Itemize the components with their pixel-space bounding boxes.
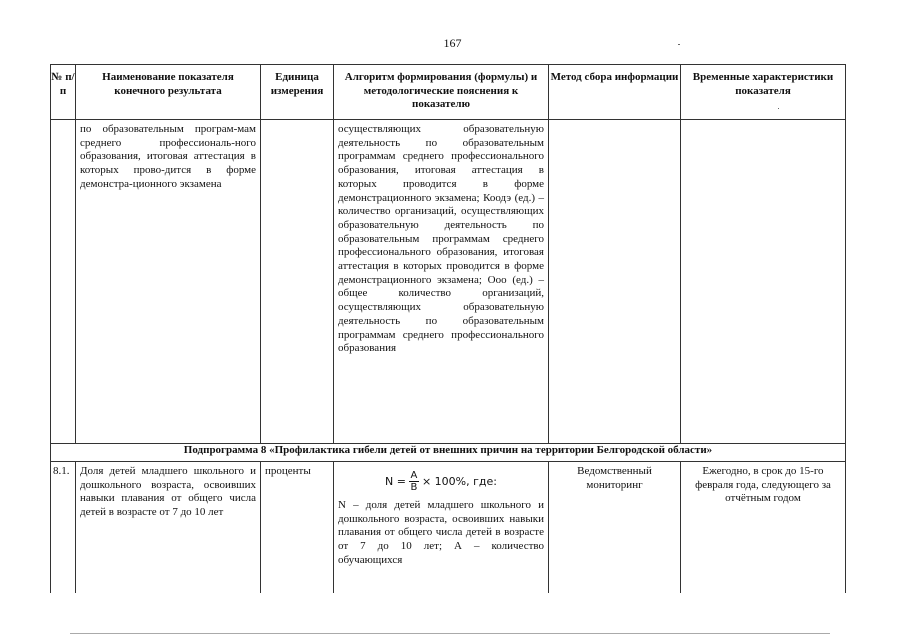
row81-unit-text: проценты	[265, 465, 311, 477]
cont-time-cell	[681, 120, 846, 444]
formula-denominator: B	[410, 482, 418, 493]
formula-right: × 100%, где:	[421, 474, 497, 488]
formula-fraction	[409, 470, 419, 493]
header-method: Метод сбора информации	[549, 65, 681, 120]
formula	[334, 470, 548, 493]
header-unit: Единица измерения	[261, 65, 334, 120]
header-time: Временные характеристики показателя	[681, 65, 846, 120]
row81-num: 8.1.	[53, 465, 70, 477]
cont-unit-cell	[261, 120, 334, 444]
cont-name-cell	[76, 120, 261, 444]
row81-unit-cell	[261, 462, 334, 594]
formula-numerator: A	[410, 470, 418, 481]
row81-algorithm-text: N – доля детей младшего школьного и дошкольного возраста, освоивших навыки плавания от общего числа детей в возрасте от 7 до 10 лет; А – количество обучающихся	[338, 499, 544, 566]
subprogram-row	[51, 444, 846, 462]
scan-speck	[678, 44, 680, 45]
table-row	[51, 120, 846, 444]
row81-time-text: Ежегодно, в срок до 15-го февраля года, следующего за отчётным годом	[695, 465, 831, 505]
cont-num-cell	[51, 120, 76, 444]
cont-algorithm-cell	[334, 120, 549, 444]
row81-num-cell	[51, 462, 76, 594]
table-row	[51, 462, 846, 594]
cont-method-cell	[549, 120, 681, 444]
page-number: 167	[443, 36, 462, 50]
cont-algorithm-text: осуществляющих образовательную деятельность по образовательным программам среднего профессионального образования, итоговая аттестация в которых проводится в форме демонстрационного экзамена; Коодэ (ед.) – количество организаций, осуществляющих образовательную деятельность по образовательным программам среднего профессионального образования, итоговая аттестация в которых проводится в форме демонстрационного экзамена; Ооо (ед.) – общее количество организаций, осуществляющих образовательную деятельность по образовательным программам среднего профессионального образования	[338, 123, 544, 355]
formula-left: N =	[385, 474, 406, 488]
subprogram-title: Подпрограмма 8 «Профилактика гибели детей от внешних причин на территории Белгородской области»	[51, 444, 846, 462]
row81-name-cell	[76, 462, 261, 594]
row81-method-text: Ведомственный мониторинг	[577, 465, 652, 491]
row81-name-text: Доля детей младшего школьного и дошкольного возраста, освоивших навыки плавания от общего числа детей в возрасте от 7 до 10 лет	[80, 465, 256, 519]
table-header-row	[51, 65, 846, 120]
page-bottom-line	[70, 633, 830, 634]
row81-method-cell	[549, 462, 681, 594]
header-num: № п/п	[51, 65, 76, 120]
row81-algorithm-cell	[334, 462, 549, 594]
header-algorithm: Алгоритм формирования (формулы) и методологические пояснения к показателю	[334, 65, 549, 120]
indicators-table	[50, 64, 846, 593]
cont-name-text: по образовательным програм-мам среднего профессиональ-ного образования, итоговая аттестация в которых прово-дится в форме демонстра-ционного экзамена	[80, 123, 256, 190]
header-name: Наименование показателя конечного результата	[76, 65, 261, 120]
row81-time-cell	[681, 462, 846, 594]
